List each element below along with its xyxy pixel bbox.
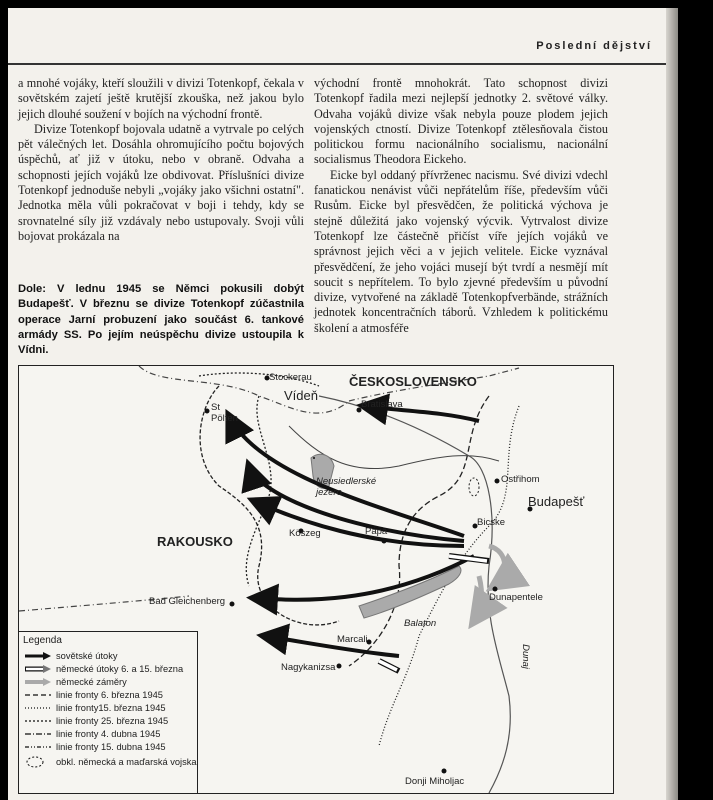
label-balaton: Balaton — [404, 618, 437, 629]
legend-title: Legenda — [23, 635, 62, 646]
label-st-polten: St Pölten — [211, 402, 238, 424]
encircled-pocket — [469, 478, 479, 496]
label-ostrihom: Ostřihom — [501, 474, 540, 485]
legend-item: linie fronty 25. března 1945 — [23, 715, 168, 727]
german-attack-arrow — [449, 556, 487, 561]
campaign-map — [18, 365, 614, 794]
label-dunaj: Dunaj — [519, 644, 531, 669]
label-stockerau: Stockerau — [269, 372, 312, 383]
paragraph: východní frontě mnohokrát. Tato schopnost divizi Totenkopf řadila mezi nejlepší jednotky 2. světové války. Odvaha vojáků divize však nebyla pouze plodem jejich vojenských ctností. Divize Totenkopf ztělesňovala čistou politickou formu nacionálního socialismu, nacionální socialismus Theodora Eickeho. — [314, 76, 608, 167]
legend-item: sovětské útoky — [23, 650, 118, 662]
legend-item: linie fronty 15. dubna 1945 — [23, 741, 166, 753]
legend-item: linie fronty 6. března 1945 — [23, 689, 163, 701]
label-bratislava: Bratislava — [361, 399, 403, 410]
soviet-attack-arrow — [264, 636, 399, 656]
front-15-march-swatch — [23, 702, 53, 714]
german-attack-swatch — [23, 663, 53, 675]
front-6-march-swatch — [23, 689, 53, 701]
paragraph: Eicke byl oddaný přívrženec nacismu. Své divizi vdechl fanatickou nenávist vůči nepřátelům říše, především vůči Rusům. Eicke byl přesvědčen, že politická výchova je stejně důležitá jako vojenský výcvik. Vytrvalost divize Totenkopf lze částečně přičíst víře jejích vojáků ve správnost jejich věci a v jejich velitele. Eicke vyznával přesvědčení, že jeho vojáci musejí být tvrdí a nesmějí mít soucit s nepřítelem. To bylo zjevné především u původní divize, vytvořené na základě Totenkopfverbände, strážních jednotek koncentračních táborů. Vzhledem k politickému školení a atmosféře — [314, 167, 608, 335]
front-15-april-swatch — [23, 741, 53, 753]
label-marcali: Marcali — [337, 634, 368, 645]
legend-item: linie fronty 4. dubna 1945 — [23, 728, 160, 740]
header-rule — [8, 63, 666, 65]
german-intention-swatch — [23, 676, 53, 688]
book-page — [8, 8, 666, 800]
encircled-swatch — [23, 756, 53, 768]
text-column-right — [314, 76, 608, 336]
text-column-left — [18, 76, 304, 244]
label-bad-gleichenberg: Bad Gleichenberg — [149, 596, 226, 607]
label-neusiedler: Neusiedlerské jezero — [316, 476, 377, 498]
front-line — [246, 396, 271, 586]
legend-item: německé záměry — [23, 676, 127, 688]
label-papa: Pápa — [365, 526, 388, 537]
label-budapest: Budapešť — [528, 494, 585, 509]
legend-item: německé útoky 6. a 15. března — [23, 663, 183, 675]
map-caption: Dole: V lednu 1945 se Němci pokusili dobýt Budapešť. V březnu se divize Totenkopf zúčastnila operace Jarní probuzení jako součást 6. tankové armády SS. Po jejím neúspěchu divize ustoupila k Vídni. — [18, 283, 304, 357]
label-viden: Vídeň — [284, 388, 318, 403]
front-4-april-swatch — [23, 728, 53, 740]
page-edge — [666, 8, 678, 800]
label-ceskoslovensko: ČESKOSLOVENSKO — [349, 374, 477, 389]
label-bicske: Bicske — [477, 517, 505, 528]
map-legend — [19, 631, 198, 794]
front-25-march-swatch — [23, 715, 53, 727]
legend-item: linie fronty15. března 1945 — [23, 702, 166, 714]
soviet-attack-swatch — [23, 650, 53, 662]
german-intention-arrow — [474, 576, 481, 621]
label-dunapentele: Dunapentele — [489, 592, 543, 603]
legend-item: obkl. německá a maďarská vojska — [23, 756, 197, 768]
label-koszeg: Köszeg — [289, 528, 321, 539]
label-rakousko: RAKOUSKO — [157, 534, 233, 549]
running-header: Poslední dějství — [536, 40, 652, 52]
paragraph: a mnohé vojáky, kteří sloužili v divizi Totenkopf, čekala v sovětském zajetí ještě krutější zkouška, než jakou bylo jejich dlouhé soužení v bojích na východní frontě. — [18, 76, 304, 121]
label-donji-miholjac: Donji Miholjac — [405, 776, 465, 787]
paragraph: Divize Totenkopf bojovala udatně a vytrvale po celých pět válečných let. Dosáhla ohromujícího počtu bojových úspěchů, ať již v útoku, nebo v obraně. Odvaha a schopnosti jejích vojáků lze obdivovat. Příslušníci divize Totenkopf jednoduše nebyli „vojáky jako všichni ostatní". Jednotka měla vůli pokračovat v boji i tehdy, kdy se srovnatelné síly již vzdávaly nebo ustupovaly. Svoji vůli bojovat prokázala na — [18, 121, 304, 243]
label-nagykanizsa: Nagykanizsa — [281, 662, 336, 673]
city-dots — [205, 376, 533, 774]
